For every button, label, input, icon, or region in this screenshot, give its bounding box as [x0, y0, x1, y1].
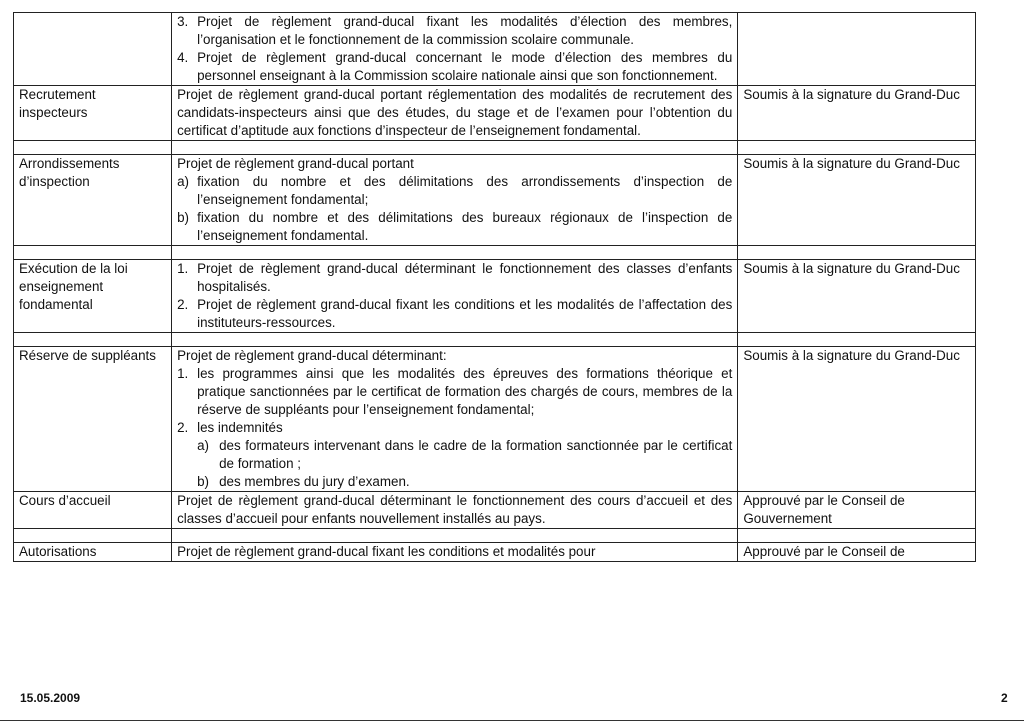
- table-row: [14, 347, 976, 492]
- list-item: [177, 296, 733, 332]
- description-cell: Projet de règlement grand-ducal portant réglementation des modalités de recrutement des candidats-inspecteurs ainsi que des études, du stage et de l’examen pour l’obtention du certificat d’aptitude aux fonctions d’inspecteur de l’enseignement fondamental.: [172, 86, 738, 141]
- list-marker: a): [197, 438, 210, 453]
- list-marker: 4.: [177, 50, 189, 65]
- list-marker: 1.: [177, 366, 189, 381]
- numbered-list: [177, 260, 732, 332]
- status-cell: Soumis à la signature du Grand-Duc: [738, 347, 976, 492]
- status-cell: Soumis à la signature du Grand-Duc: [738, 155, 976, 246]
- spacer-row: [14, 333, 976, 347]
- intro-text: Projet de règlement grand-ducal déterminant:: [177, 348, 447, 363]
- topic-cell: Arrondissements d’inspection: [14, 155, 172, 246]
- list-marker: 1.: [177, 261, 189, 276]
- list-item: [177, 49, 733, 85]
- lettered-sublist: [197, 437, 732, 491]
- list-text: des membres du jury d’examen.: [219, 474, 410, 489]
- page-number: 2: [1001, 691, 1008, 705]
- sublist-item: [197, 473, 732, 491]
- list-marker: b): [177, 210, 190, 225]
- list-item: [177, 13, 733, 49]
- description-cell: [172, 260, 738, 333]
- list-text: fixation du nombre et des délimitations des bureaux régionaux de l’inspection de l’enseignement fondamental.: [197, 210, 733, 243]
- table-row: [14, 13, 976, 86]
- list-item: [177, 260, 733, 296]
- table-row: [14, 155, 976, 246]
- topic-cell: Exécution de la loi enseignement fondamental: [14, 260, 172, 333]
- bottom-rule: [0, 720, 1024, 721]
- list-marker: 3.: [177, 14, 189, 29]
- intro-text: Projet de règlement grand-ducal portant: [177, 156, 414, 171]
- table-row: [14, 492, 976, 529]
- spacer-row: [14, 529, 976, 543]
- list-text: les indemnités: [197, 420, 283, 435]
- description-cell: Projet de règlement grand-ducal fixant les conditions et modalités pour: [172, 543, 738, 562]
- status-cell: Soumis à la signature du Grand-Duc: [738, 260, 976, 333]
- list-text: les programmes ainsi que les modalités des épreuves des formations théorique et pratique sanctionnées par le certificat de formation des chargés de cours, membres de la réserve de suppléants pour l’enseignement fondamental;: [197, 366, 733, 417]
- list-text: Projet de règlement grand-ducal fixant les modalités d’élection des membres, l’organisation et le fonctionnement de la commission scolaire communale.: [197, 14, 733, 47]
- list-text: Projet de règlement grand-ducal concernant le mode d’élection des membres du personnel enseignant à la Commission scolaire nationale ainsi que son fonctionnement.: [197, 50, 733, 83]
- status-cell: Approuvé par le Conseil de: [738, 543, 976, 562]
- description-cell: [172, 13, 738, 86]
- list-text: Projet de règlement grand-ducal fixant les conditions et les modalités de l’affectation des instituteurs-ressources.: [197, 297, 733, 330]
- description-cell: [172, 347, 738, 492]
- description-cell: [172, 155, 738, 246]
- topic-cell: Cours d’accueil: [14, 492, 172, 529]
- status-cell: Approuvé par le Conseil de Gouvernement: [738, 492, 976, 529]
- footer-date: 15.05.2009: [20, 691, 81, 705]
- list-text: Projet de règlement grand-ducal déterminant le fonctionnement des classes d’enfants hospitalisés.: [197, 261, 733, 294]
- list-text: des formateurs intervenant dans le cadre de la formation sanctionnée par le certificat de formation ;: [219, 438, 733, 471]
- spacer-row: [14, 246, 976, 260]
- topic-cell: Réserve de suppléants: [14, 347, 172, 492]
- status-cell: Soumis à la signature du Grand-Duc: [738, 86, 976, 141]
- description-cell: Projet de règlement grand-ducal déterminant le fonctionnement des cours d’accueil et des classes d’accueil pour enfants nouvellement installés au pays.: [172, 492, 738, 529]
- numbered-list: [177, 13, 732, 85]
- table-row: [14, 543, 976, 562]
- lettered-list: [177, 173, 732, 245]
- list-item: [177, 365, 733, 419]
- list-item: [177, 419, 733, 491]
- spacer-row: [14, 141, 976, 155]
- topic-cell: Recrutement inspecteurs: [14, 86, 172, 141]
- sublist-item: [197, 437, 733, 473]
- list-marker: a): [177, 174, 190, 189]
- regulations-table: [13, 12, 976, 562]
- list-marker: 2.: [177, 420, 189, 435]
- table-row: [14, 260, 976, 333]
- list-text: fixation du nombre et des délimitations des arrondissements d’inspection de l’enseignement fondamental;: [197, 174, 733, 207]
- status-cell: [738, 13, 976, 86]
- numbered-list: [177, 365, 732, 491]
- topic-cell: [14, 13, 172, 86]
- list-item: [177, 173, 733, 209]
- table-row: [14, 86, 976, 141]
- list-marker: b): [197, 474, 210, 489]
- list-item: [177, 209, 733, 245]
- list-marker: 2.: [177, 297, 189, 312]
- topic-cell: Autorisations: [14, 543, 172, 562]
